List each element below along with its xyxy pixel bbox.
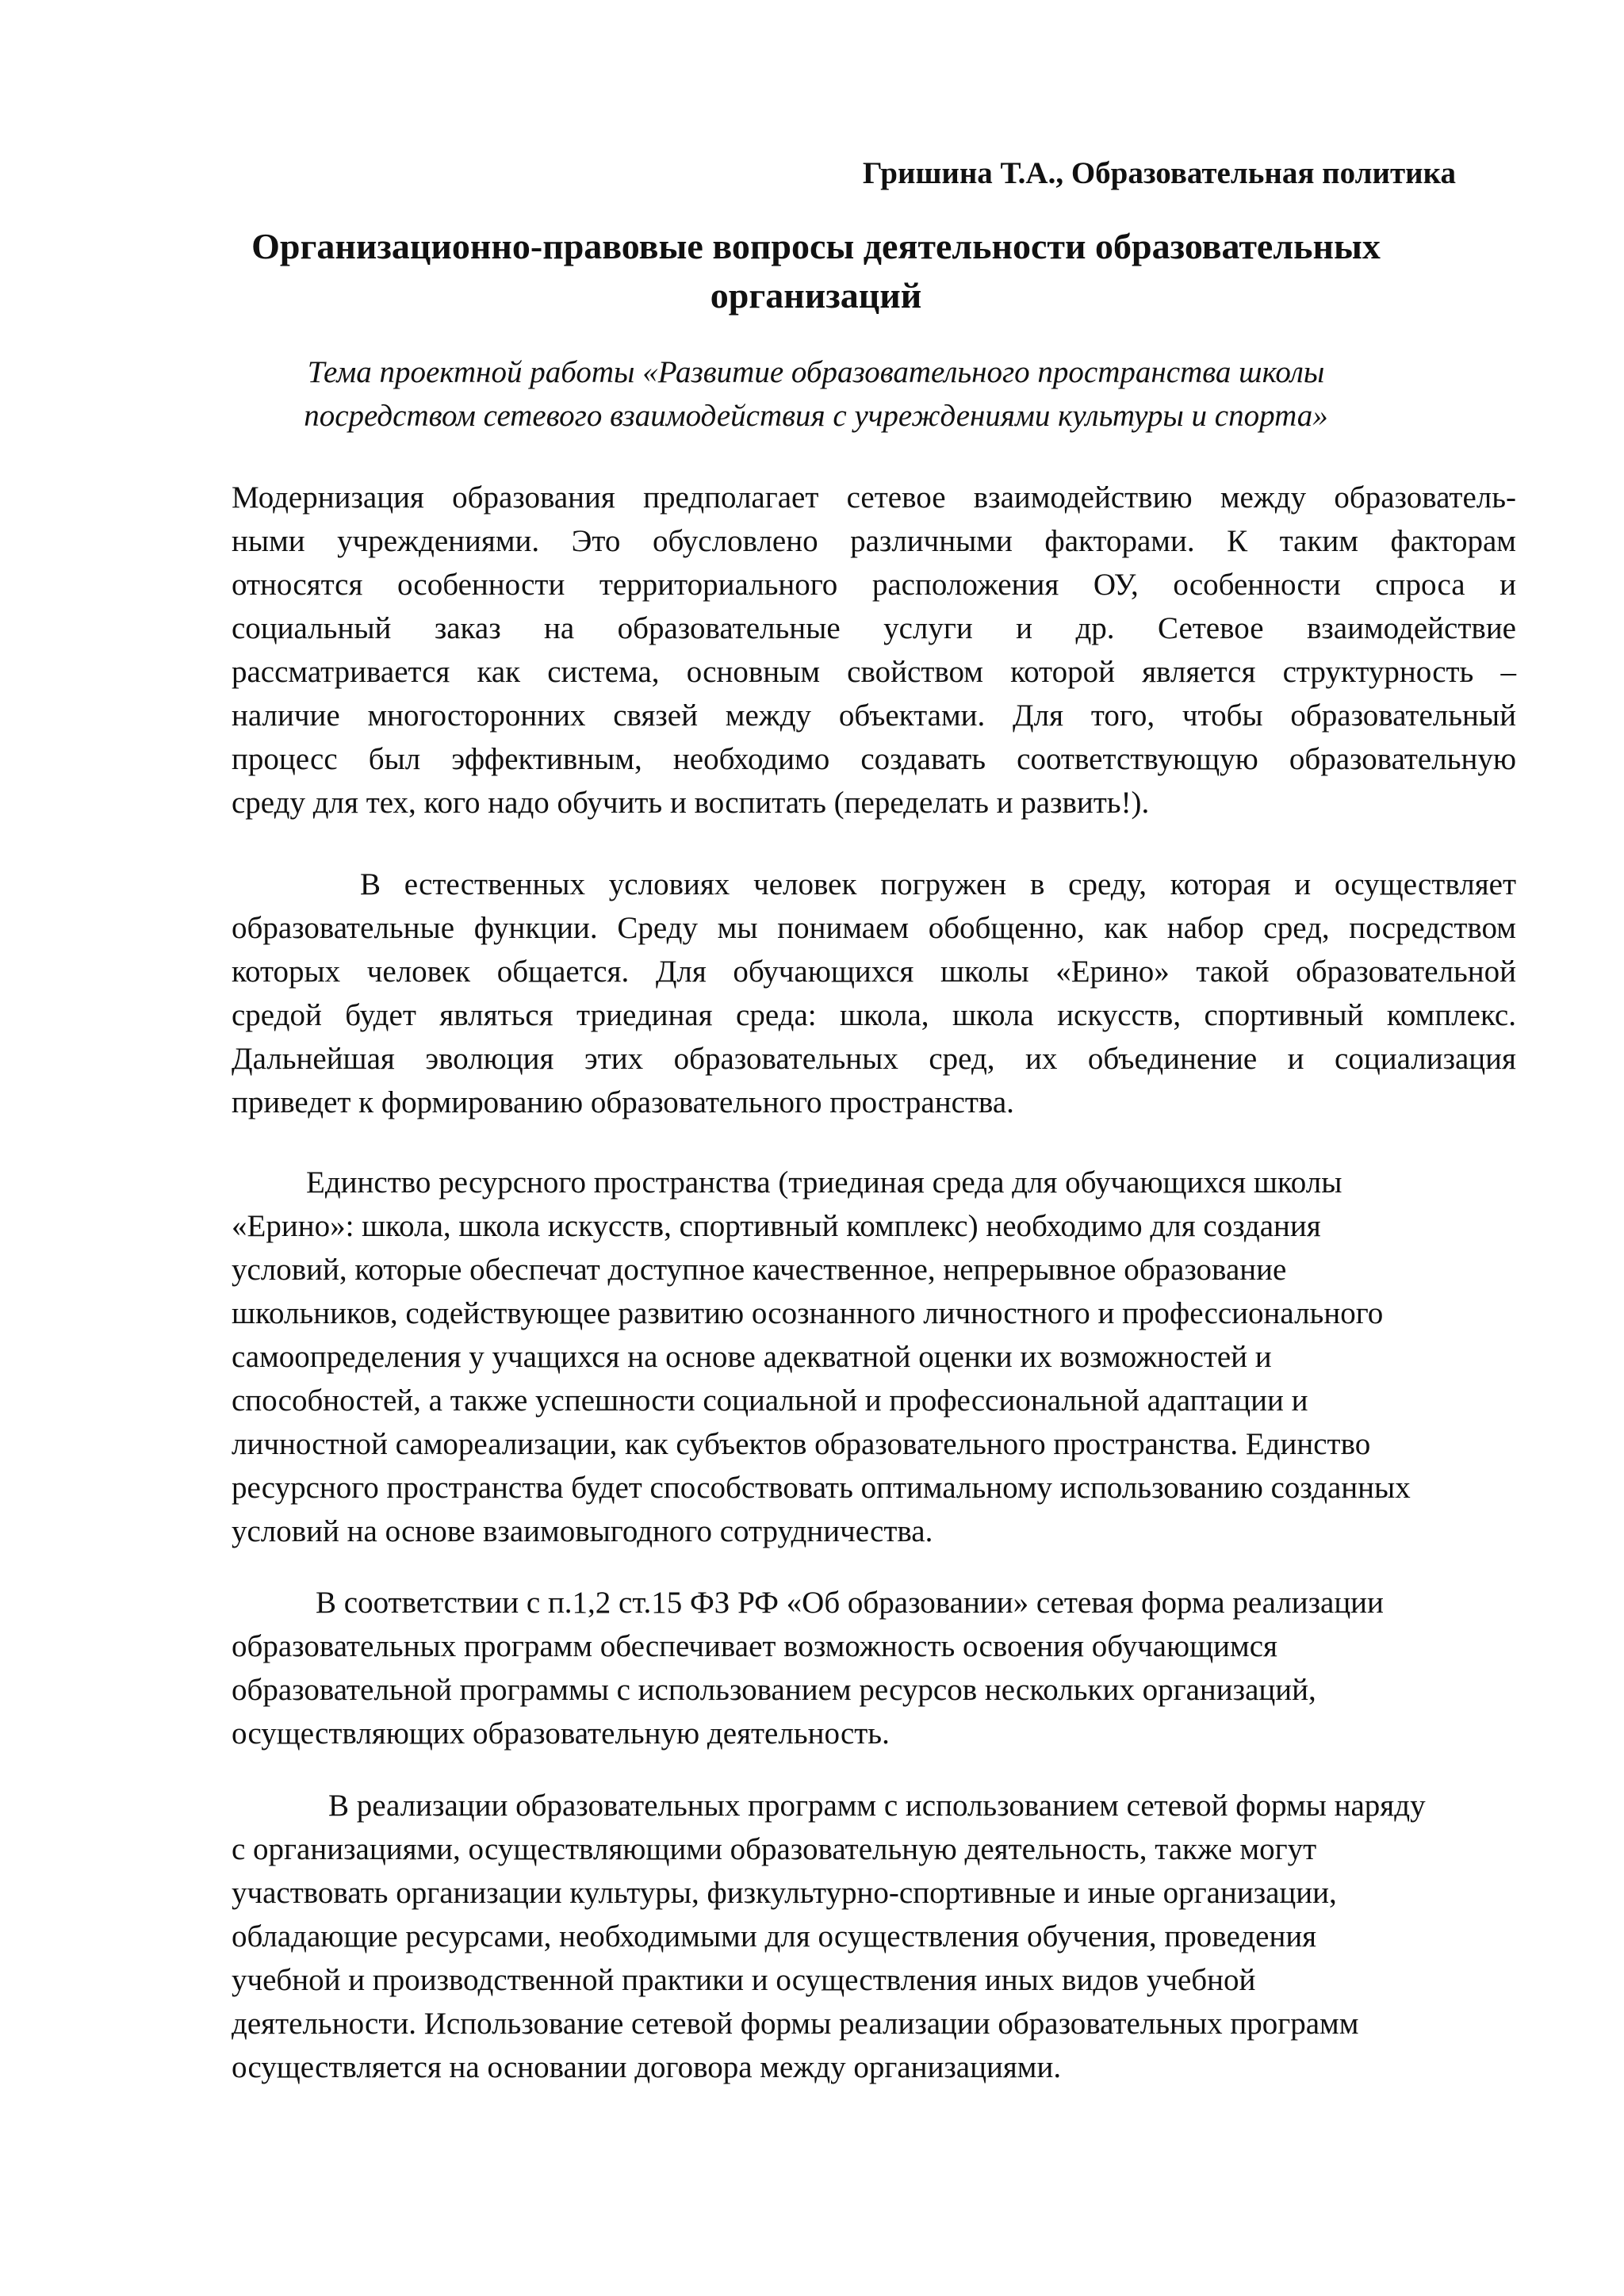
text-line: Единство ресурсного пространства (триединая среда для обучающихся школы [306, 1165, 1342, 1200]
text-line: «Ерино»: школа, школа искусств, спортивный комплекс) необходимо для создания [232, 1209, 1321, 1243]
text-line: условий, которые обеспечат доступное качественное, непрерывное образование [232, 1253, 1287, 1287]
title-line: Организационно-правовые вопросы деятельности образовательных [251, 226, 1381, 266]
paragraph-3 [232, 1161, 1516, 1553]
text-line: деятельности. Использование сетевой формы реализации образовательных программ [232, 2007, 1359, 2041]
text-line: среду для тех, кого надо обучить и воспитать (переделать и развить!). [232, 786, 1150, 820]
text-line: ными учреждениями. Это обусловлено различными факторами. К таким факторам [232, 524, 1516, 558]
text-line: образовательной программы с использованием ресурсов нескольких организаций, [232, 1673, 1316, 1707]
author-line: Гришина Т.А., Образовательная политика [862, 156, 1456, 190]
text-line: образовательных программ обеспечивает возможность освоения обучающимся [232, 1629, 1277, 1663]
text-line: относятся особенности территориального расположения ОУ, особенности спроса и [232, 568, 1516, 602]
text-line: обладающие ресурсами, необходимыми для осуществления обучения, проведения [232, 1919, 1317, 1954]
text-line: В соответствии с п.1,2 ст.15 ФЗ РФ «Об образовании» сетевая форма реализации [316, 1586, 1384, 1620]
text-line: личностной самореализации, как субъектов образовательного пространства. Единство [232, 1427, 1371, 1461]
text-line: рассматривается как система, основным свойством которой является структурность – [232, 655, 1516, 689]
text-line: образовательные функции. Среду мы понимаем обобщенно, как набор сред, посредством [232, 911, 1516, 945]
text-line: осуществляется на основании договора между организациями. [232, 2050, 1062, 2084]
text-line: самоопределения у учащихся на основе адекватной оценки их возможностей и [232, 1340, 1272, 1374]
text-line: ресурсного пространства будет способствовать оптимальному использованию созданных [232, 1471, 1411, 1505]
text-line: процесс был эффективным, необходимо создавать соответствующую образовательную [232, 742, 1516, 776]
title-line: организаций [710, 275, 922, 316]
paragraph-5 [232, 1784, 1516, 2089]
project-theme [230, 350, 1402, 438]
text-line: способностей, а также успешности социальной и профессиональной адаптации и [232, 1383, 1308, 1418]
text-line: которых человек общается. Для обучающихся школы «Ерино» такой образовательной [232, 955, 1516, 989]
paragraph-4 [232, 1581, 1516, 1755]
text-line: участвовать организации культуры, физкультурно-спортивные и иные организации, [232, 1876, 1337, 1910]
paragraph-1 [232, 476, 1516, 825]
text-line: приведет к формированию образовательного пространства. [232, 1085, 1014, 1119]
text-line: Дальнейшая эволюция этих образовательных сред, их объединение и социализация [232, 1042, 1516, 1076]
subtitle-line: посредством сетевого взаимодействия с учреждениями культуры и спорта» [304, 399, 1328, 433]
text-line: средой будет являться триединая среда: школа, школа искусств, спортивный комплекс. [232, 998, 1516, 1032]
text-line: В естественных условиях человек погружен в среду, которая и осуществляет [360, 867, 1516, 901]
text-line: условий на основе взаимовыгодного сотрудничества. [232, 1514, 933, 1548]
subtitle-line: Тема проектной работы «Развитие образовательного пространства школы [307, 355, 1325, 389]
text-line: учебной и производственной практики и осуществления иных видов учебной [232, 1963, 1256, 1997]
text-line: осуществляющих образовательную деятельность. [232, 1716, 890, 1751]
text-line: Модернизация образования предполагает сетевое взаимодействию между образователь- [232, 480, 1516, 515]
text-line: наличие многосторонних связей между объектами. Для того, чтобы образовательный [232, 698, 1516, 733]
text-line: социальный заказ на образовательные услуги и др. Сетевое взаимодействие [232, 611, 1516, 645]
document-title [230, 222, 1402, 320]
text-line: В реализации образовательных программ с использованием сетевой формы наряду [328, 1789, 1426, 1823]
text-line: с организациями, осуществляющими образовательную деятельность, также могут [232, 1832, 1317, 1866]
text-line: школьников, содействующее развитию осознанного личностного и профессионального [232, 1296, 1384, 1330]
paragraph-2 [232, 863, 1516, 1124]
